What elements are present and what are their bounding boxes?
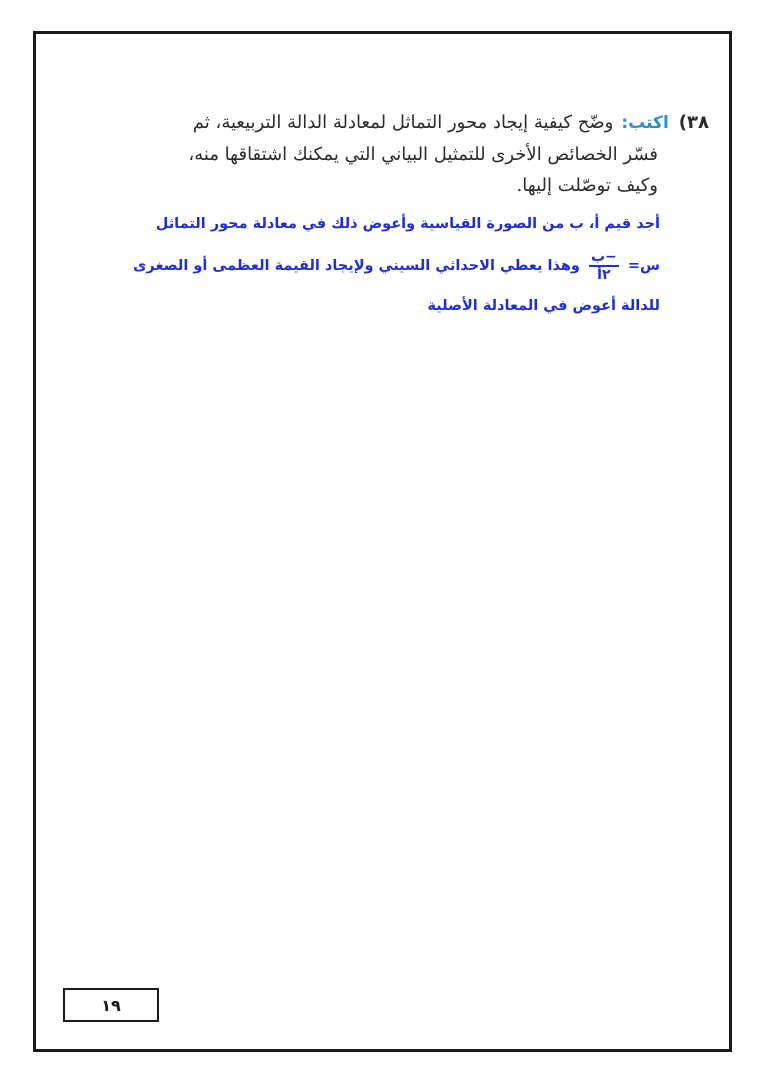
answer-line-3 xyxy=(427,298,660,314)
question-line-2 xyxy=(188,144,658,165)
page-number: ١٩ xyxy=(101,995,121,1015)
question-line-3 xyxy=(517,175,658,196)
question-text-2: فسّر الخصائص الأخرى للتمثيل البياني التي يمكنك اشتقاقها منه، xyxy=(188,144,658,165)
fraction-denominator: ٢أ xyxy=(597,267,611,283)
answer-formula-prefix: س= xyxy=(627,258,660,274)
question-text-3: وكيف توصّلت إليها. xyxy=(516,175,658,196)
answer-line-2 xyxy=(133,250,660,282)
page-number-box xyxy=(63,988,159,1022)
answer-text-1: أجد قيم أ، ب من الصورة القياسية وأعوض ذلك في معادلة محور التماثل xyxy=(155,216,660,232)
answer-text-2: وهذا يعطي الاحداثي السيني ولإيجاد القيمة العظمى أو الصغرى xyxy=(133,258,580,274)
answer-text-3: للدالة أعوض في المعادلة الأصلية xyxy=(427,298,660,314)
question-text-1: وضّح كيفية إيجاد محور التماثل لمعادلة الدالة التربيعية، ثم xyxy=(192,112,614,133)
question-line-1 xyxy=(193,112,709,133)
answer-fraction xyxy=(589,250,619,282)
question-number: ٣٨) xyxy=(678,112,709,133)
page-frame xyxy=(33,31,732,1052)
question-keyword: اكتب: xyxy=(621,113,669,133)
answer-line-1 xyxy=(156,216,660,232)
fraction-numerator: −ب xyxy=(590,249,617,265)
